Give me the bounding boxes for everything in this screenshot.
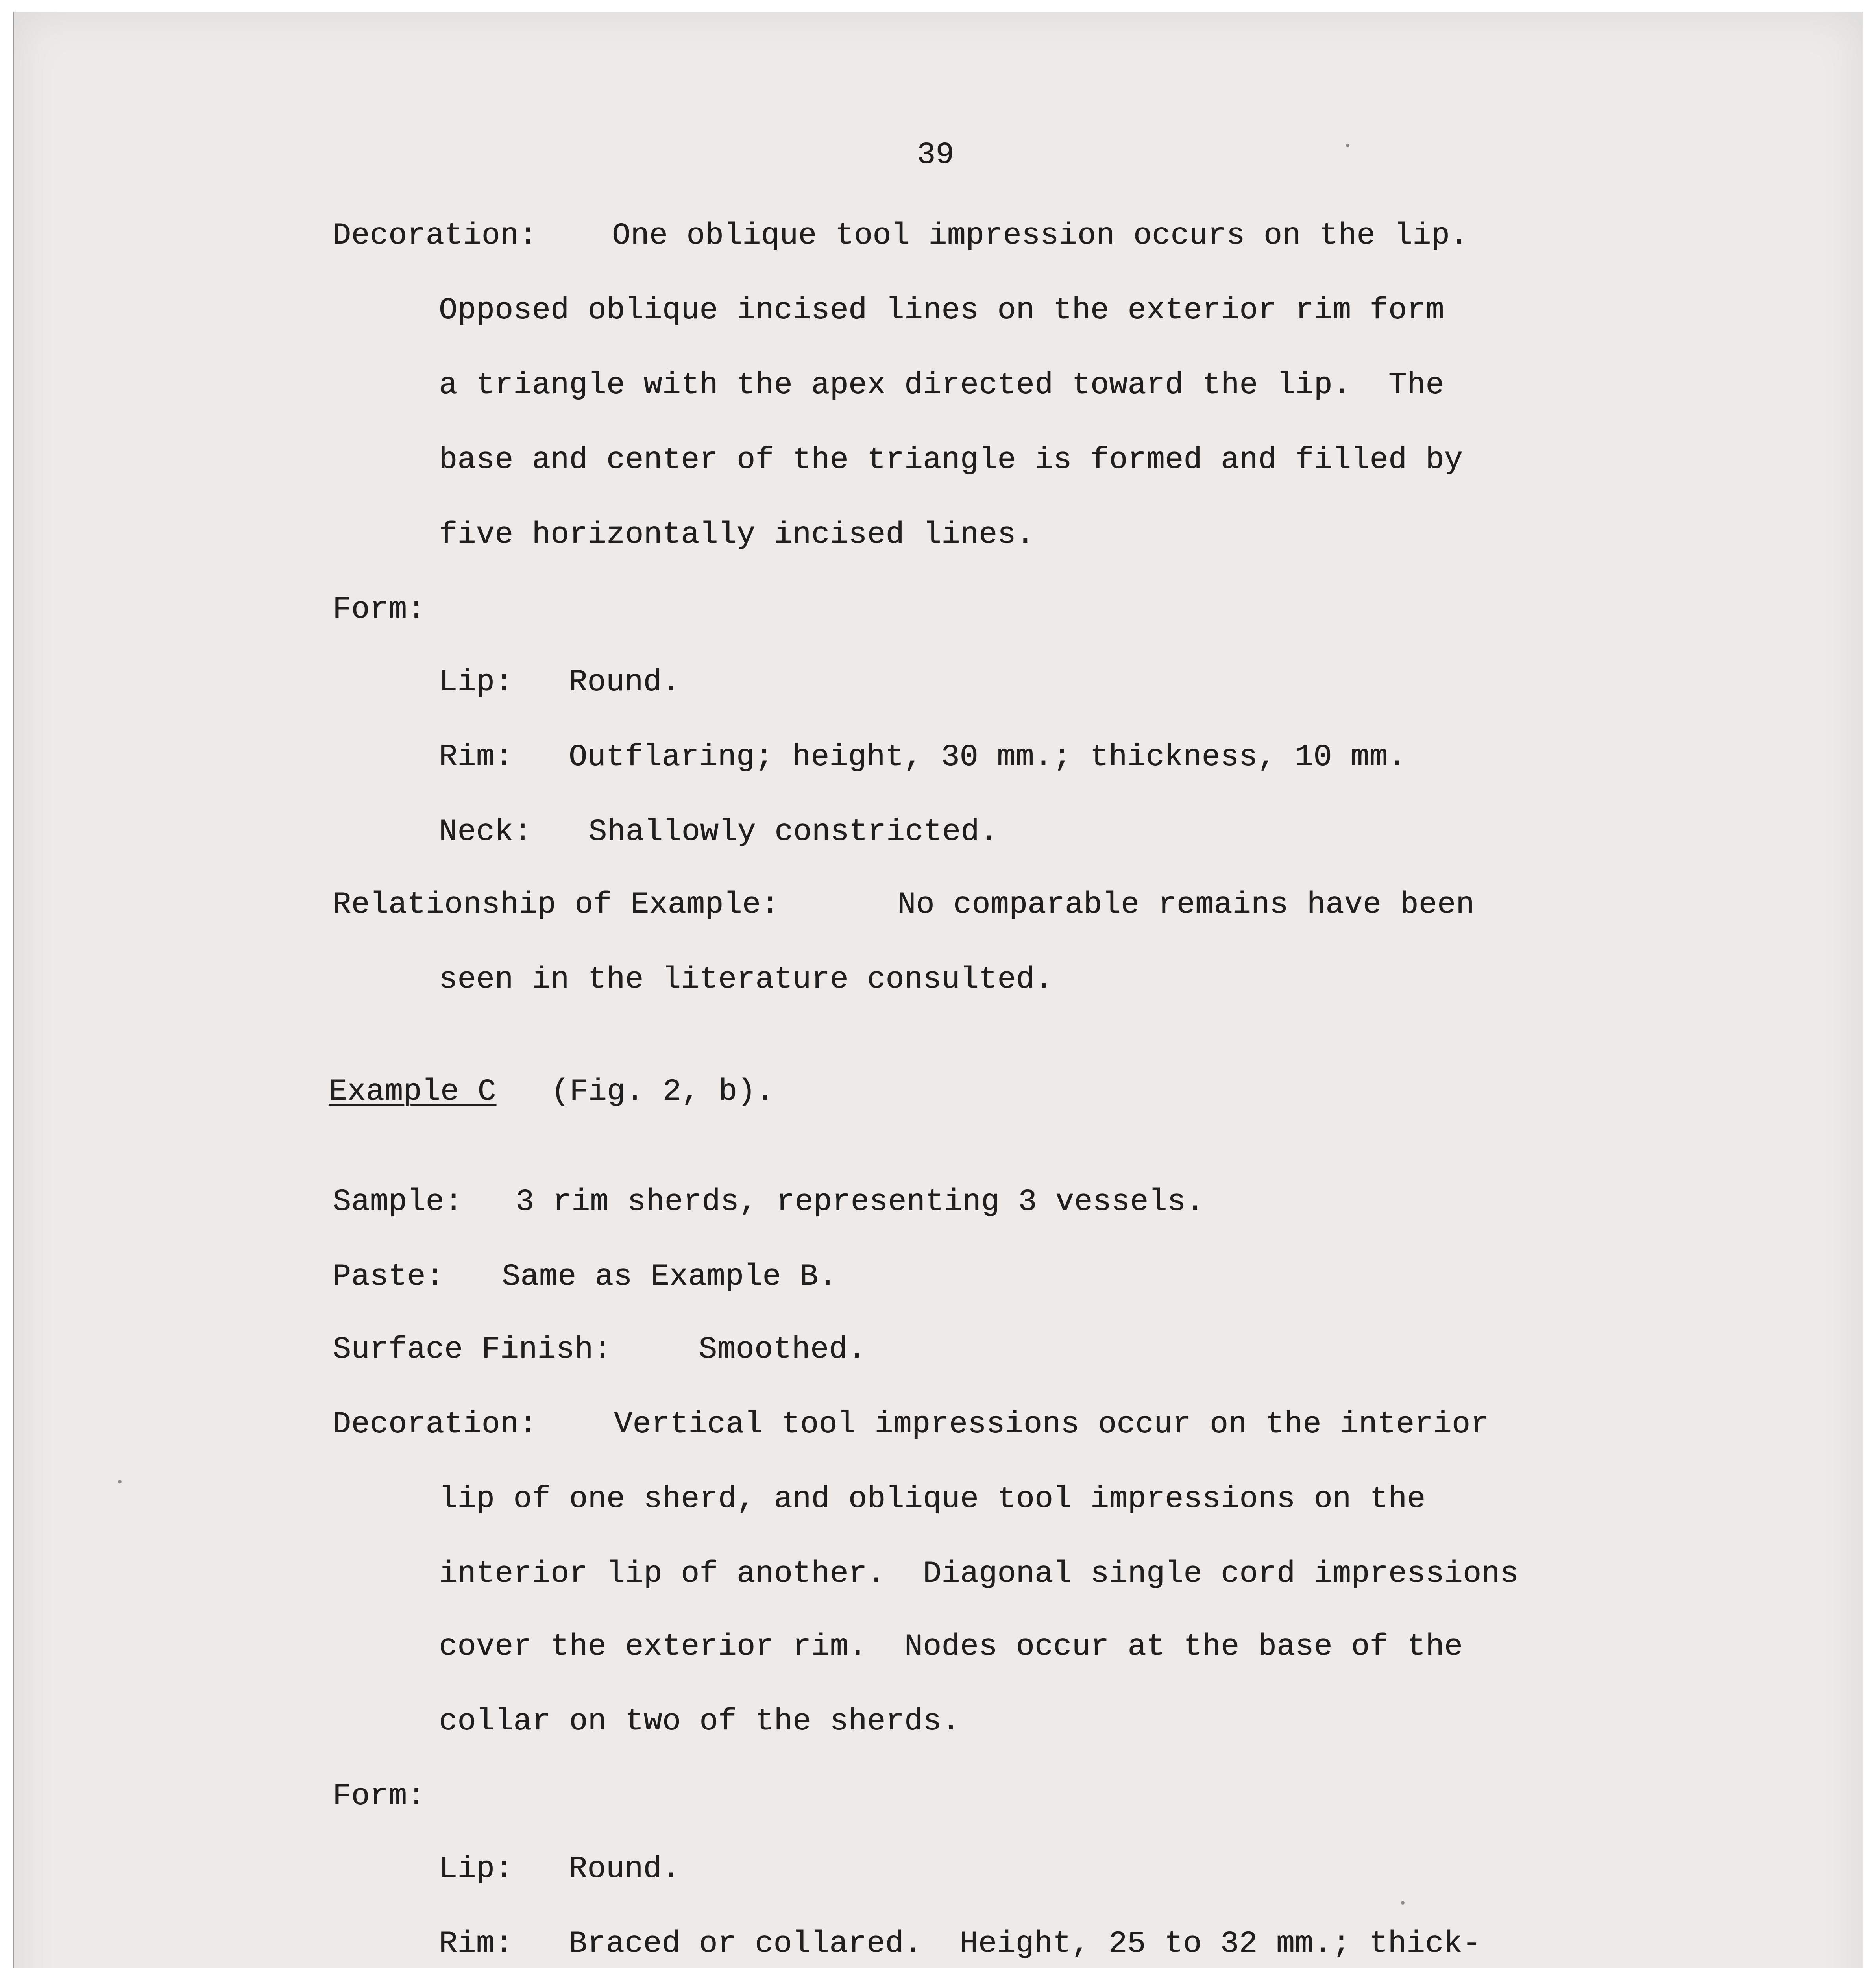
example-c-heading: Example C [329,1075,496,1109]
paste-label: Paste: [333,1260,444,1294]
neck-value: Shallowly constricted. [588,815,998,849]
example-c-figure-ref: (Fig. 2, b). [551,1075,774,1109]
form-label: Form: [333,592,426,627]
decoration-label: Decoration: [333,218,538,253]
relationship-line: No comparable remains have been [897,888,1475,922]
page-number: 39 [917,138,954,172]
relationship-label: Relationship of Example: [333,888,780,922]
decoration-line: a triangle with the apex directed toward the lip. The [439,368,1444,403]
rim-label: Rim: [439,740,514,775]
decoration-line: collar on two of the sherds. [439,1704,960,1739]
decoration-line: Vertical tool impressions occur on the interior [614,1407,1489,1442]
neck-label: Neck: [439,815,532,849]
decoration-line: base and center of the triangle is formed and filled by [439,443,1463,477]
lip-value: Round. [569,1852,680,1887]
rim-value: Braced or collared. Height, 25 to 32 mm.; thick- [569,1927,1481,1961]
surface-finish-value: Smoothed. [699,1332,866,1367]
lip-label: Lip: [439,665,514,700]
rim-value: Outflaring; height, 30 mm.; thickness, 10 mm. [569,740,1407,775]
decoration-line: Opposed oblique incised lines on the exterior rim form [439,293,1444,328]
rim-label: Rim: [439,1927,514,1961]
decoration-line: lip of one sherd, and oblique tool impressions on the [439,1482,1426,1517]
paper-speck [118,1480,122,1483]
decoration-line: interior lip of another. Diagonal single cord impressions [439,1557,1519,1591]
decoration-line: cover the exterior rim. Nodes occur at the base of the [439,1630,1463,1664]
paper-speck [1401,1901,1405,1905]
decoration-line: One oblique tool impression occurs on the lip. [612,218,1469,253]
decoration-label: Decoration: [333,1407,538,1442]
paper-speck [1346,144,1349,147]
lip-label: Lip: [439,1852,514,1887]
sample-value: 3 rim sherds, representing 3 vessels. [516,1185,1205,1219]
lip-value: Round. [569,665,680,700]
form-label: Form: [333,1779,426,1814]
surface-finish-label: Surface Finish: [333,1332,612,1367]
decoration-line: five horizontally incised lines. [439,518,1035,552]
sample-label: Sample: [333,1185,463,1219]
relationship-line: seen in the literature consulted. [439,962,1054,997]
paste-value: Same as Example B. [502,1260,837,1294]
